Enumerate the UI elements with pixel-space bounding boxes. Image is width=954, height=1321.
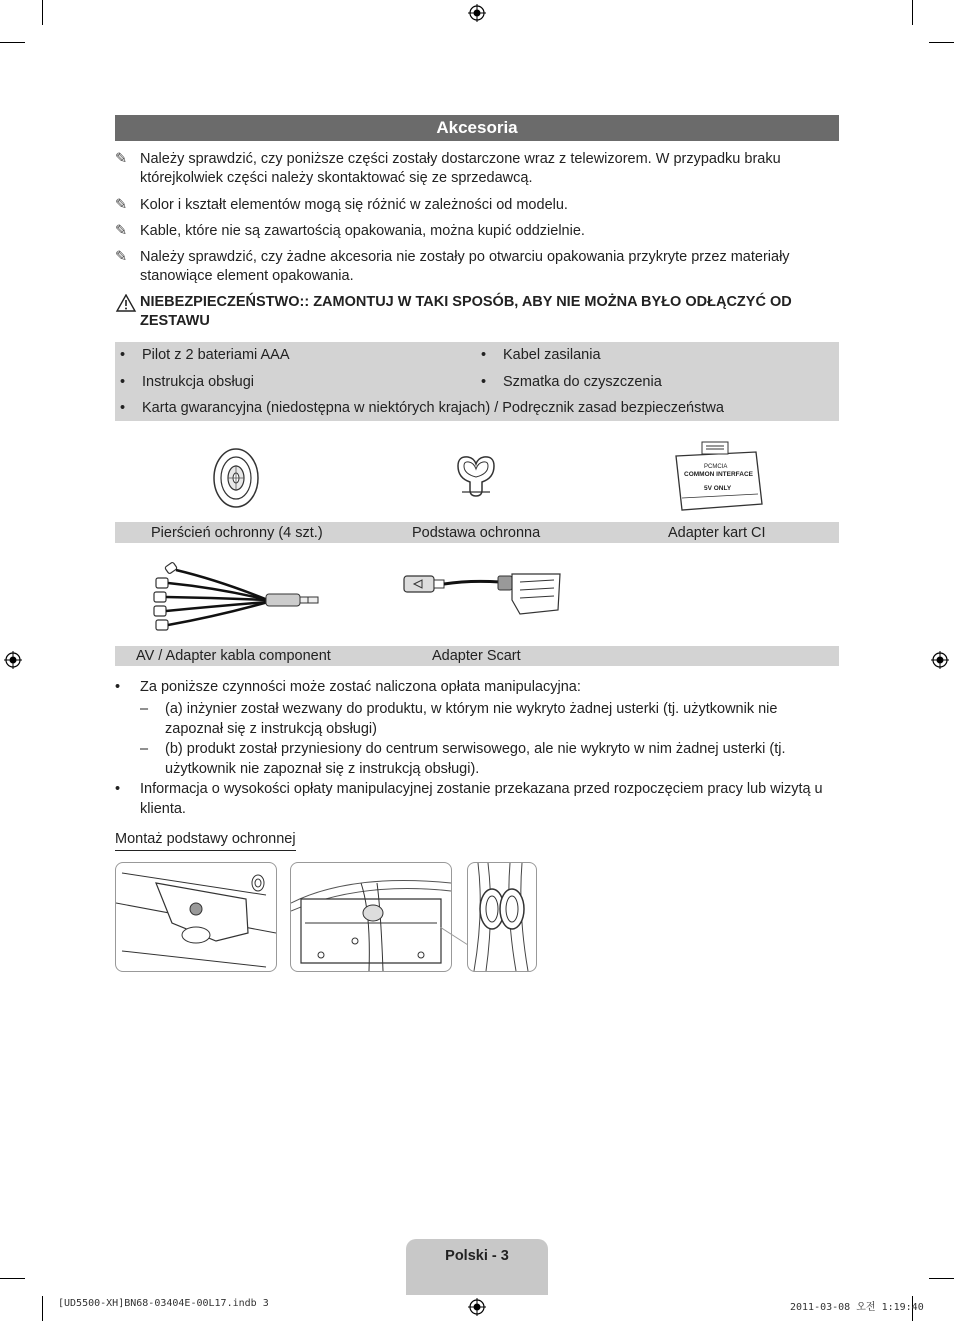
warning-text: NIEBEZPIECZEŃSTWO:: ZAMONTUJ W TAKI SPOSÓB, ABY NIE MOŻNA BYŁO ODŁĄCZYĆ OD ZESTAWU [140, 294, 792, 329]
bullet: • [481, 374, 487, 390]
crop-mark [0, 42, 25, 43]
service-intro [115, 677, 839, 697]
assembly-illustration-1 [115, 862, 277, 972]
crop-mark [42, 0, 43, 25]
bullet: • [481, 347, 487, 363]
warning-note [115, 293, 839, 331]
note [115, 150, 839, 188]
crop-mark [42, 1296, 43, 1321]
dash: – [140, 701, 149, 717]
section-title: Akcesoria [115, 115, 839, 141]
caption-ci-adapter: Adapter kart CI [668, 525, 766, 541]
list-item [481, 346, 601, 364]
note-text: Należy sprawdzić, czy żadne akcesoria nie zostały po otwarciu opakowania przykryte przez materiały stanowiące element opakowania. [140, 249, 790, 284]
bullet: • [115, 781, 121, 797]
item-label: Karta gwarancyjna (niedostępna w niektórych krajach) / Podręcznik zasad bezpieczeństwa [142, 400, 724, 416]
dash: – [140, 741, 149, 757]
note-pencil-icon: ✎ [115, 151, 128, 167]
note-pencil-icon: ✎ [115, 197, 128, 213]
bullet: • [115, 679, 121, 695]
registration-mark-icon [931, 651, 949, 669]
subheading: Montaż podstawy ochronnej [115, 829, 296, 851]
bullet: • [120, 374, 126, 390]
crop-mark [912, 0, 913, 25]
registration-mark-icon [4, 651, 22, 669]
note [115, 222, 839, 241]
ci-label-line2: COMMON INTERFACE [684, 471, 753, 478]
list-item [120, 373, 254, 391]
note-text: Kolor i kształt elementów mogą się różnić w zależności od modelu. [140, 197, 568, 213]
item-label: Pilot z 2 bateriami AAA [142, 347, 290, 363]
ci-card-adapter-image [672, 438, 764, 518]
service-case-b [140, 739, 839, 779]
footer-file-info: [UD5500-XH]BN68-03404E-00L17.indb 3 [58, 1298, 269, 1309]
caption-av-component: AV / Adapter kabla component [136, 648, 331, 664]
av-component-adapter-image [148, 560, 323, 642]
service-case-a [140, 699, 839, 739]
note-text: Kable, które nie są zawartością opakowania, można kupić oddzielnie. [140, 223, 585, 239]
bullet: • [120, 400, 126, 416]
protective-stand-image [452, 452, 500, 500]
callout-line [440, 925, 470, 947]
registration-mark-icon [468, 1298, 486, 1316]
caption-scart-adapter: Adapter Scart [432, 648, 521, 664]
service-info [115, 779, 839, 819]
note [115, 248, 839, 286]
note-pencil-icon: ✎ [115, 249, 128, 265]
scart-adapter-image [400, 570, 565, 620]
assembly-illustration-2 [290, 862, 452, 972]
list-item [120, 346, 290, 364]
ci-label-line3: 5V ONLY [704, 485, 732, 492]
paragraph-text: (b) produkt został przyniesiony do centrum serwisowego, ale nie wykryto w nim żadnej usterki (tj. użytkownik nie zapoznał się z instrukcją obsługi). [165, 741, 786, 777]
note-pencil-icon: ✎ [115, 223, 128, 239]
footer-timestamp: 2011-03-08 오전 1:19:40 [790, 1302, 924, 1313]
paragraph-text: Za poniższe czynności może zostać naliczona opłata manipulacyjna: [140, 679, 581, 695]
paragraph-text: (a) inżynier został wezwany do produktu, w którym nie wykryto żadnej usterki (tj. użytkownik nie zapoznał się z instrukcją obsługi) [165, 701, 778, 737]
note-text: Należy sprawdzić, czy poniższe części zostały dostarczone wraz z telewizorem. W przypadku braku którejkolwiek części należy skontaktować się ze sprzedawcą. [140, 151, 781, 186]
list-item [481, 373, 662, 391]
item-label: Kabel zasilania [503, 347, 601, 363]
bullet: • [120, 347, 126, 363]
caption-protective-stand: Podstawa ochronna [412, 525, 541, 541]
crop-mark [0, 1278, 25, 1279]
ci-label-line1: PCMCIA [704, 464, 728, 470]
caption-protective-ring: Pierścień ochronny (4 szt.) [151, 525, 323, 541]
item-label: Instrukcja obsługi [142, 374, 255, 390]
item-label: Szmatka do czyszczenia [503, 374, 662, 390]
paragraph-text: Informacja o wysokości opłaty manipulacyjnej zostanie przekazana przed rozpoczęciem pracy lub wizytą u klienta. [140, 781, 823, 817]
registration-mark-icon [468, 4, 486, 22]
note [115, 196, 839, 215]
crop-mark [929, 42, 954, 43]
page-number-tab: Polski - 3 [406, 1239, 548, 1295]
crop-mark [929, 1278, 954, 1279]
list-item [120, 399, 724, 417]
warning-triangle-icon [115, 294, 137, 312]
protective-ring-image [210, 445, 262, 511]
assembly-illustration-3 [467, 862, 537, 972]
